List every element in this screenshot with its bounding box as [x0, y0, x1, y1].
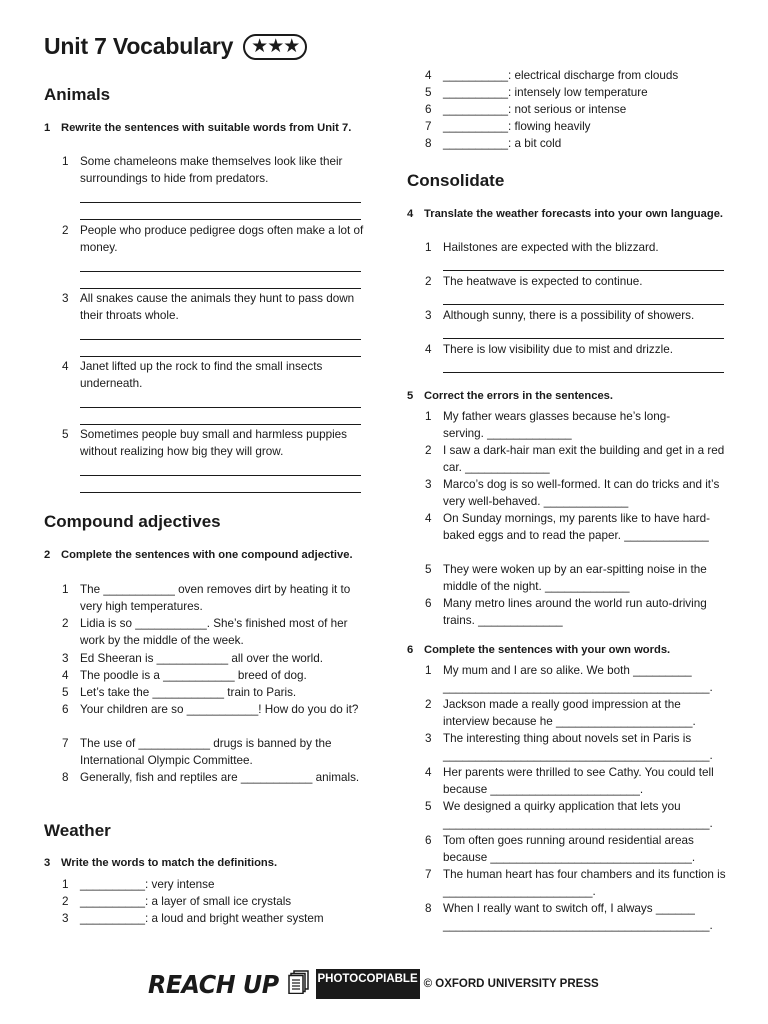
list-item: 3 Although sunny, there is a possibility of showers. — [425, 309, 695, 322]
list-item: 2 People who produce pedigree dogs often make a lot of money. — [62, 224, 364, 254]
section-animals: Animals — [44, 85, 111, 104]
exercise-2-instruction: 2 Complete the sentences with one compound adjective. — [44, 549, 353, 561]
title-text: Unit 7 Vocabulary — [44, 33, 234, 59]
list-item: 5 Sometimes people buy small and harmless puppies without realizing how big they will grow. — [62, 428, 348, 458]
answer-line[interactable] — [443, 372, 724, 373]
answer-line[interactable] — [80, 356, 361, 357]
list-item: 8 __________: a bit cold — [425, 137, 562, 150]
list-item: 3 All snakes cause the animals they hunt to pass down their throats whole. — [62, 292, 355, 322]
list-item: 3 __________: a loud and bright weather system — [62, 912, 324, 925]
list-item: 5 We designed a quirky application that lets you _________________________________________. — [425, 800, 713, 830]
answer-line[interactable] — [80, 475, 361, 476]
answer-line[interactable] — [80, 219, 361, 220]
section-compound-adjectives: Compound adjectives — [44, 512, 221, 531]
list-item: 1 My mum and I are so alike. We both _________ _________________________________________. — [425, 664, 713, 694]
list-item: 7 The human heart has four chambers and its function is _______________________. — [425, 868, 726, 898]
list-item: 8 When I really want to switch off, I always ______ _________________________________________. — [425, 902, 713, 932]
list-item: 4 On Sunday mornings, my parents like to have hard-baked eggs and to read the paper. _____________ — [425, 512, 710, 542]
answer-line[interactable] — [80, 407, 361, 408]
list-item: 1 Some chameleons make themselves look like their surroundings to hide from predators. — [62, 155, 343, 185]
list-item: 2 I saw a dark-hair man exit the building and get in a red car. _____________ — [425, 444, 725, 474]
list-item: 6 Many metro lines around the world run auto-driving trains. _____________ — [425, 597, 707, 627]
list-item: 3 The interesting thing about novels set in Paris is _________________________________________. — [425, 732, 713, 762]
list-item: 5 __________: intensely low temperature — [425, 86, 648, 99]
exercise-1-instruction — [44, 121, 364, 135]
list-item: 2 Lidia is so ___________. She’s finished most of her work by the middle of the week. — [62, 617, 348, 647]
document-stack-icon — [288, 970, 310, 999]
section-consolidate: Consolidate — [407, 171, 505, 190]
exercise-5-instruction: 5 Correct the errors in the sentences. — [407, 390, 614, 402]
section-weather: Weather — [44, 821, 111, 840]
answer-line[interactable] — [80, 339, 361, 340]
list-item: 1 My father wears glasses because he’s long-serving. _____________ — [425, 410, 671, 440]
list-item: 2 __________: a layer of small ice crystals — [62, 895, 292, 908]
answer-line[interactable] — [80, 271, 361, 272]
list-item: 5 They were woken up by an ear-spitting noise in the middle of the night. _____________ — [425, 563, 707, 593]
answer-line[interactable] — [443, 270, 724, 271]
list-item: 2 Jackson made a really good impression at the interview because he _____________________. — [425, 698, 696, 728]
list-item: 4 __________: electrical discharge from clouds — [425, 69, 679, 82]
list-item: 4 Her parents were thrilled to see Cathy. You could tell because _______________________. — [425, 766, 714, 796]
photocopiable-label: PHOTOCOPIABLE — [316, 969, 420, 999]
list-item: 5 Let’s take the ___________ train to Paris. — [62, 686, 297, 699]
instruction-text: Rewrite the sentences with suitable words from Unit 7. — [61, 122, 352, 134]
list-item: 4 Janet lifted up the rock to find the small insects underneath. — [62, 360, 323, 390]
answer-line[interactable] — [80, 202, 361, 203]
list-item: 7 __________: flowing heavily — [425, 120, 591, 133]
list-item: 6 Tom often goes running around residential areas because _______________________________. — [425, 834, 696, 864]
page-title — [44, 33, 307, 60]
answer-line[interactable] — [80, 288, 361, 289]
list-item: 8 Generally, fish and reptiles are ___________ animals. — [62, 771, 360, 784]
list-item: 7 The use of ___________ drugs is banned by the International Olympic Committee. — [62, 737, 332, 767]
list-item: 6 __________: not serious or intense — [425, 103, 627, 116]
list-item: 3 Marco’s dog is so well-formed. It can do tricks and it’s very well-behaved. _____________ — [425, 478, 720, 508]
list-item: 1 The ___________ oven removes dirt by heating it to very high temperatures. — [62, 583, 351, 613]
publisher-text: © OXFORD UNIVERSITY PRESS — [423, 978, 599, 990]
footer — [148, 968, 599, 1000]
list-item: 1 Hailstones are expected with the blizzard. — [425, 241, 659, 254]
answer-line[interactable] — [80, 424, 361, 425]
list-item: 4 The poodle is a ___________ breed of dog. — [62, 669, 307, 682]
exercise-4-instruction: 4 Translate the weather forecasts into your own language. — [407, 208, 724, 220]
exercise-6-instruction: 6 Complete the sentences with your own words. — [407, 644, 671, 656]
stars-badge: ★★★ — [243, 34, 307, 60]
answer-line[interactable] — [80, 492, 361, 493]
list-item: 1 __________: very intense — [62, 878, 215, 891]
list-item: 3 Ed Sheeran is ___________ all over the world. — [62, 652, 324, 665]
answer-line[interactable] — [443, 338, 724, 339]
exercise-number: 1 — [44, 122, 51, 134]
list-item: 6 Your children are so ___________! How do you do it? — [62, 703, 359, 716]
list-item: 4 There is low visibility due to mist and drizzle. — [425, 343, 673, 356]
answer-line[interactable] — [443, 304, 724, 305]
list-item: 2 The heatwave is expected to continue. — [425, 275, 643, 288]
reach-up-logo: REACH UP — [148, 969, 279, 999]
exercise-3-instruction: 3 Write the words to match the definitions. — [44, 857, 278, 869]
